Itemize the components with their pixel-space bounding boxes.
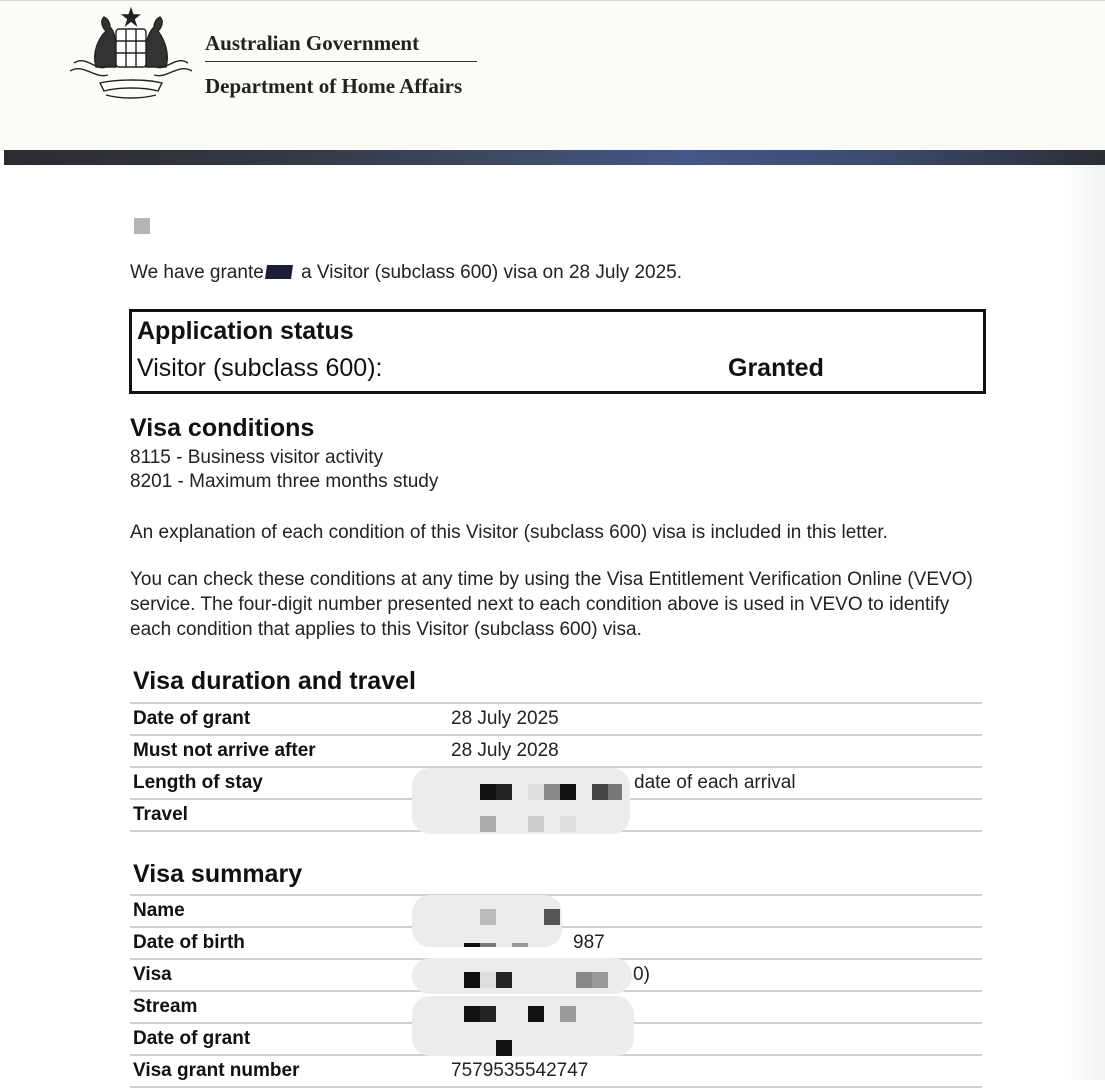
redaction-blur [412,895,562,947]
grant-statement [130,262,682,284]
row-label: Name [130,895,448,927]
visa-duration-heading: Visa duration and travel [133,667,416,695]
row-value: 987 [448,927,982,959]
redaction-blur [412,996,634,1056]
status-visa-label: Visitor (subclass 600): [137,354,383,382]
row-label: Visa [130,959,448,991]
row-value: 28 July 2028 [448,735,982,767]
grant-statement-start: We have grante [130,262,264,283]
row-label: Date of birth [130,927,448,959]
application-status-box [129,309,986,394]
redaction-blur [412,768,630,834]
status-heading: Application status [137,317,354,345]
coat-of-arms-icon [66,5,196,101]
visa-summary-heading: Visa summary [133,860,303,888]
redacted-marker [134,218,150,234]
row-label: Travel [130,799,448,831]
row-label: Length of stay [130,767,448,799]
row-value: date of each arrival [448,767,982,799]
table-row [130,703,982,735]
row-label: Stream [130,991,448,1023]
page-edge-shadow [1065,165,1105,1080]
status-value: Granted [728,354,824,382]
condition-item: 8201 - Maximum three months study [130,471,439,492]
visa-conditions-heading: Visa conditions [130,414,315,442]
government-name: Australian Government [205,31,477,62]
conditions-explanation: An explanation of each condition of this Visitor (subclass 600) visa is included in this letter. [130,522,888,543]
row-value: 28 July 2025 [448,703,982,735]
letterhead [0,0,1105,151]
grant-statement-end: a Visitor (subclass 600) visa on 28 July 2025. [295,262,682,283]
header-divider-bar [4,150,1105,165]
table-row [130,735,982,767]
row-label: Date of grant [130,703,448,735]
row-label: Must not arrive after [130,735,448,767]
row-label: Date of grant [130,1023,448,1055]
redaction-blur [412,958,632,994]
row-value: 0) [448,959,982,991]
table-row [130,1055,982,1087]
row-label: Visa grant number [130,1055,448,1087]
vevo-paragraph: You can check these conditions at any time by using the Visa Entitlement Verification Online (VEVO) service. The four-digit number presented next to each condition above is used in VEVO to identify each condition that applies to this Visitor (subclass 600) visa. [130,569,973,640]
row-value: 7579535542747 [448,1055,982,1087]
condition-item: 8115 - Business visitor activity [130,447,384,468]
redaction-mark [265,265,293,279]
department-name: Department of Home Affairs [205,74,463,98]
agency-name [205,31,477,98]
